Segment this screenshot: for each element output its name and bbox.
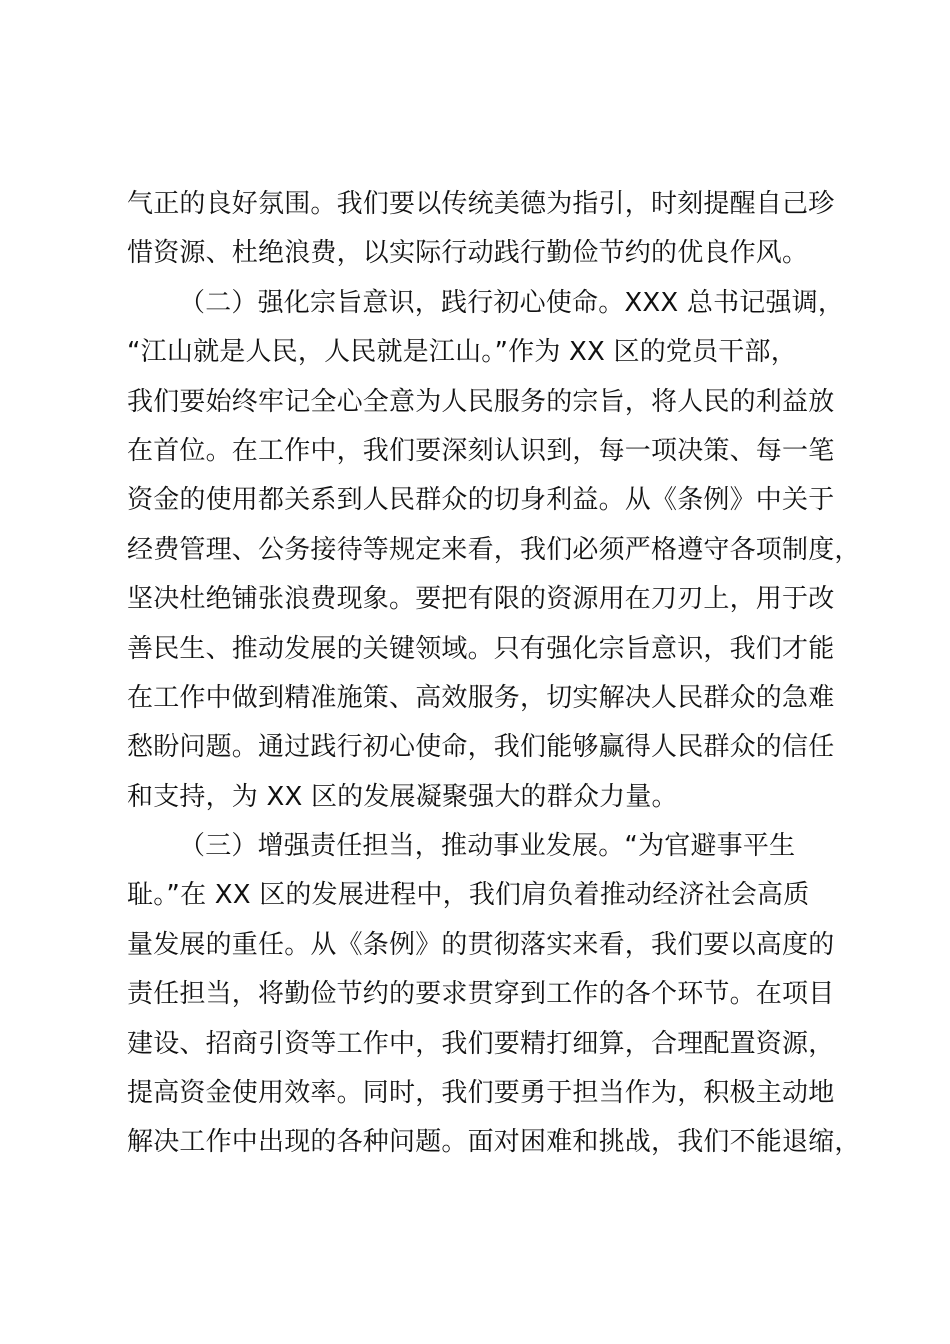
text-line: 量发展的重任。从《条例》的贯彻落实来看，我们要以高度的 xyxy=(127,929,835,960)
text-line: 惜资源、杜绝浪费，以实际行动践行勤俭节约的优良作风。 xyxy=(127,238,809,269)
text-line: 在首位。在工作中，我们要深刻认识到，每一项决策、每一笔 xyxy=(127,435,835,466)
text-line: 耻。”在 XX 区的发展进程中，我们肩负着推动经济社会高质 xyxy=(127,880,810,911)
body-text xyxy=(127,180,861,1168)
text-line: 建设、招商引资等工作中，我们要精打细算，合理配置资源， xyxy=(127,1028,835,1059)
text-line: “江山就是人民，人民就是江山。”作为 XX 区的党员干部， xyxy=(127,337,797,368)
text-line: 经费管理、公务接待等规定来看，我们必须严格遵守各项制度， xyxy=(127,534,861,565)
text-line: 愁盼问题。通过践行初心使命，我们能够赢得人民群众的信任 xyxy=(127,732,835,763)
text-line: 气正的良好氛围。我们要以传统美德为指引，时刻提醒自己珍 xyxy=(127,189,835,219)
text-line: 坚决杜绝铺张浪费现象。要把有限的资源用在刀刃上，用于改 xyxy=(127,584,835,615)
text-line: 解决工作中出现的各种问题。面对困难和挑战，我们不能退缩， xyxy=(127,1127,861,1158)
text-line: 在工作中做到精准施策、高效服务，切实解决人民群众的急难 xyxy=(127,682,835,713)
section-heading-line: （二）强化宗旨意识，践行初心使命。XXX 总书记强调， xyxy=(179,287,845,318)
text-line: 和支持，为 XX 区的发展凝聚强大的群众力量。 xyxy=(127,781,678,812)
text-line: 我们要始终牢记全心全意为人民服务的宗旨，将人民的利益放 xyxy=(127,386,835,417)
text-line: 善民生、推动发展的关键领域。只有强化宗旨意识，我们才能 xyxy=(127,633,835,664)
text-line: 资金的使用都关系到人民群众的切身利益。从《条例》中关于 xyxy=(127,485,835,516)
text-line: 提高资金使用效率。同时，我们要勇于担当作为，积极主动地 xyxy=(127,1078,835,1109)
text-line: 责任担当，将勤俭节约的要求贯穿到工作的各个环节。在项目 xyxy=(127,979,835,1010)
section-heading-line: （三）增强责任担当，推动事业发展。“为官避事平生 xyxy=(179,831,796,862)
